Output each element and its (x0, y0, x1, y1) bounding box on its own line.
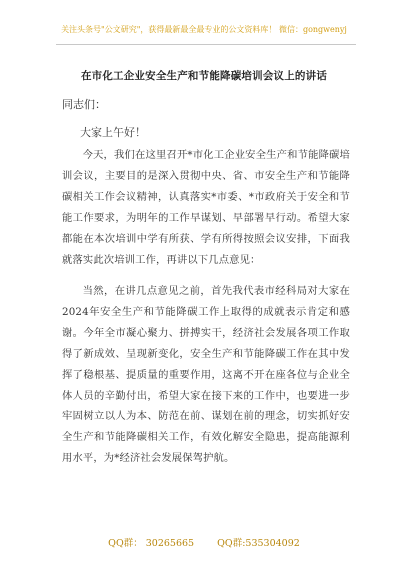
header-banner: 关注头条号"公文研究"，获得最新最全最专业的公文资料库！ 微信：gongwenyj (61, 25, 347, 34)
body-paragraph: 当然，在讲几点意见之前，首先我代表市经科局对大家在2024年安全生产和节能降碳工作上取得的成就表示肯定和感谢。今年全市凝心聚力、拼搏实干，经济社会发展各项工作取得了新成效、呈现新变化，安全生产和节能降碳工作在其中发挥了稳根基、提质量的重要作用，这离不开在座各位与企业全体人员的辛勤付出，希望大家在接下来的工作中，也要进一步牢固树立以人为本、防范在前、谋划在前的理念，切实抓好安全生产和节能降碳相关工作，有效化解安全隐患，提高能源利用水平，为*经济社会发展保驾护航。 (62, 285, 350, 465)
footer-qq-group-1: QQ群： 30265665 (108, 538, 195, 549)
footer-contact (0, 535, 408, 549)
salutation: 同志们： (62, 98, 106, 111)
body-paragraph: 今天，我们在这里召开*市化工企业安全生产和节能降碳培训会议，主要目的是深入贯彻中央、省、市安全生产和节能降碳相关工作会议精神，认真落实*市委、*市政府关于安全和节能工作要求，为明年的工作早谋划、早部署早行动。希望大家都能在本次培训中学有所获、学有所得按照会议安排，下面我就落实此次培训工作，再讲以下几点意见： (62, 149, 350, 266)
header-divider (56, 44, 356, 45)
document-title: 在市化工企业安全生产和节能降碳培训会议上的讲话 (80, 70, 328, 82)
greeting: 大家上午好！ (80, 126, 146, 139)
footer-qq-group-2: QQ群:535304092 (217, 538, 300, 549)
